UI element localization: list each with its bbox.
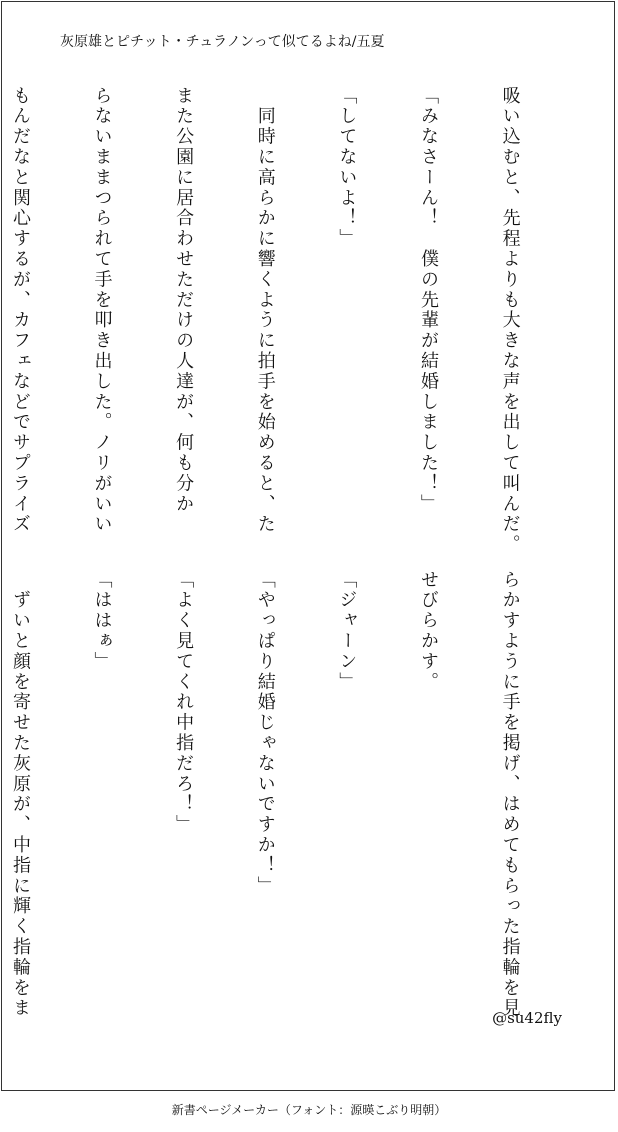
page-card [1, 1, 615, 1091]
text-line: 吸い込むと、先程よりも大きな声を出して叫んだ。 [499, 86, 521, 556]
text-line: また公園に居合わせただけの人達が、何も分か [173, 86, 195, 515]
text-line: 「ははぁ」 [91, 570, 113, 672]
text-line: 「してないよ！」 [336, 86, 358, 250]
text-line: ずいと顔を寄せた灰原が、中指に輝く指輪をま [9, 570, 31, 1019]
text-line: らないままつられて手を叩き出した。ノリがいい [91, 86, 113, 535]
footer-credit: 新書ページメーカー（フォント：源暎こぶり明朝） [171, 1103, 447, 1117]
text-line: せびらかす。 [417, 570, 439, 693]
text-block-top [0, 86, 578, 556]
author-handle: @su42fly [492, 1009, 562, 1027]
text-line: らかすように手を掲げ、はめてもらった指輪を見 [499, 570, 521, 1019]
text-line: 「よく見てくれ中指だろ！」 [173, 570, 195, 836]
text-line: 「やっぱり結婚じゃないですか！」 [254, 570, 276, 897]
text-line: 「ジャーン」 [336, 570, 358, 693]
text-line: 「みなさーん！ 僕の先輩が結婚しました！」 [417, 86, 439, 515]
text-line: 同時に高らかに響くように拍手を始めると、た [254, 86, 276, 535]
page-title: 灰原雄とピチット・チュラノンって似てるよね/五夏 [60, 34, 385, 50]
text-line: もんだなと関心するが、カフェなどでサプライズ [9, 86, 31, 535]
